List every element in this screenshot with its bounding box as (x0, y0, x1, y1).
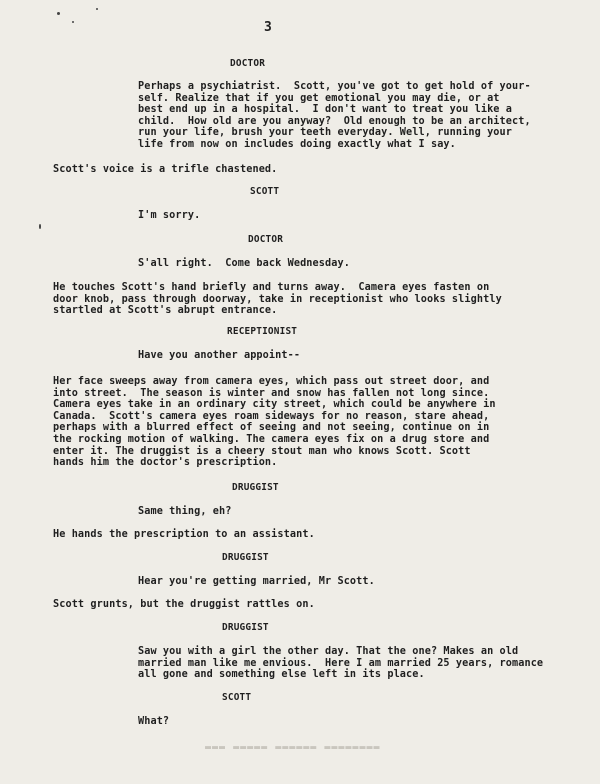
dialogue-block: Perhaps a psychiatrist. Scott, you've got to get hold of your- self. Realize that if you get emotional you may die, or at best end up in a hospital. I don't want to treat you like a child. How old are you anyway? Old enough to be an architect, run your life, brush your teeth everyday. Well, running your life from now on includes doing exactly what I say. (138, 81, 531, 150)
dialogue-block: Have you another appoint-- (138, 350, 301, 361)
dialogue-block: What? (138, 716, 170, 727)
paper-speck (96, 8, 98, 10)
character-cue: SCOTT (222, 692, 252, 703)
dialogue-block: Saw you with a girl the other day. That the one? Makes an old married man like me envious. Here I am married 25 years, romance all gone and something else left in its place. (138, 646, 544, 681)
page-number: 3 (264, 20, 272, 35)
character-cue: DOCTOR (230, 58, 266, 69)
action-block: Scott's voice is a trifle chastened. (53, 164, 278, 175)
action-block: Her face sweeps away from camera eyes, which pass out street door, and into street. The season is winter and snow has fallen not long since. Camera eyes take in an ordinary city street, which could be anywhere in Canada. Scott's camera eyes roam sideways for no reason, stare ahead, perhaps with a blurred effect of seeing and not seeing, continue on in the rocking motion of walking. The camera eyes fix on a drug store and enter it. The druggist is a cheery stout man who knows Scott. Scott hands him the doctor's prescription. (53, 376, 496, 469)
dialogue-block: Hear you're getting married, Mr Scott. (138, 576, 375, 587)
character-cue: RECEPTIONIST (227, 326, 298, 337)
bleed-through-smudge: ▬▬▬ ▬▬▬▬▬ ▬▬▬▬▬▬ ▬▬▬▬▬▬▬▬ (205, 742, 381, 753)
character-cue: DRUGGIST (232, 482, 279, 493)
dialogue-block: Same thing, eh? (138, 506, 232, 517)
character-cue: SCOTT (250, 186, 280, 197)
dialogue-block: I'm sorry. (138, 210, 201, 221)
action-block: He touches Scott's hand briefly and turns away. Camera eyes fasten on door knob, pass through doorway, take in receptionist who looks slightly startled at Scott's abrupt entrance. (53, 282, 502, 317)
character-cue: DOCTOR (248, 234, 284, 245)
paper-speck (57, 12, 60, 15)
character-cue: DRUGGIST (222, 622, 269, 633)
paper-speck (72, 21, 74, 23)
character-cue: DRUGGIST (222, 552, 269, 563)
action-block: He hands the prescription to an assistant. (53, 529, 315, 540)
dialogue-block: S'all right. Come back Wednesday. (138, 258, 350, 269)
action-block: Scott grunts, but the druggist rattles on. (53, 599, 315, 610)
paper-speck (39, 224, 41, 229)
